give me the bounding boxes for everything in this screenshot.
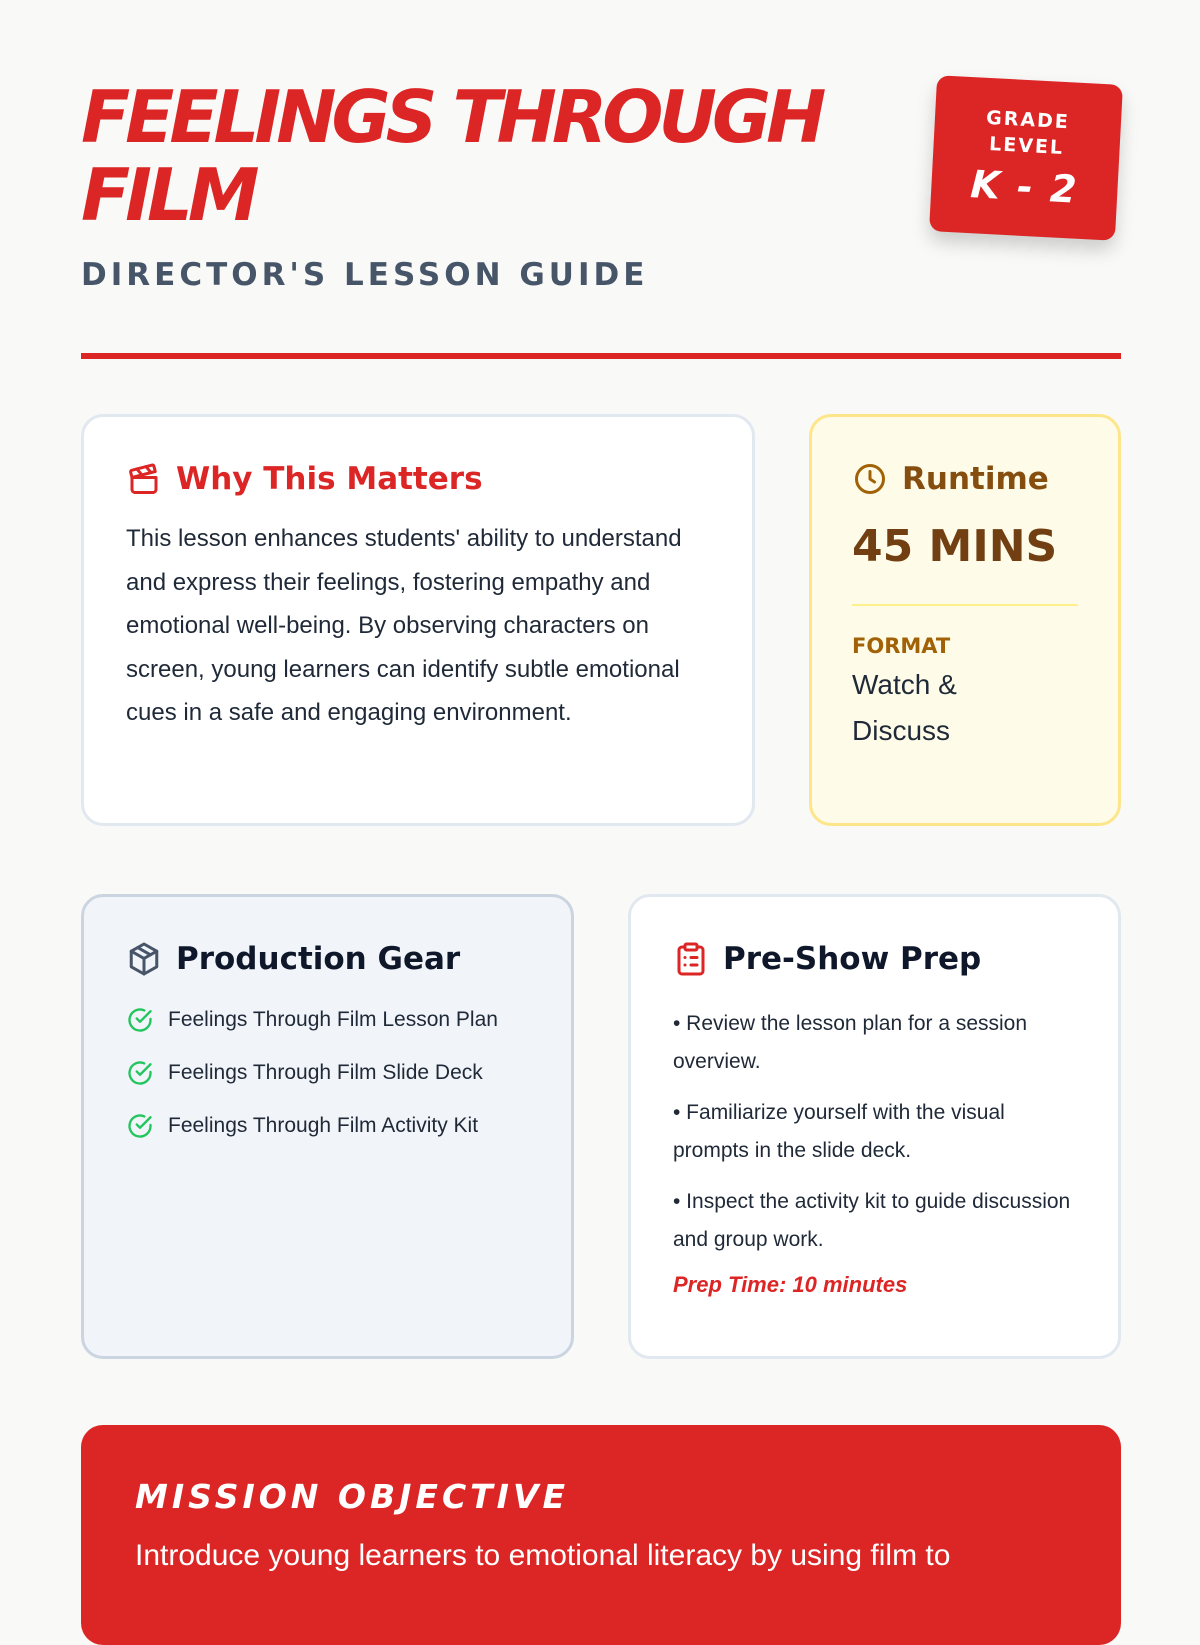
header-divider xyxy=(81,353,1121,359)
grade-level-badge xyxy=(929,75,1123,241)
prep-list-item: • Review the lesson plan for a session overview. xyxy=(673,1012,1028,1073)
gear-card-title: Production Gear xyxy=(176,941,461,977)
clipboard-icon xyxy=(673,941,709,977)
runtime-card-title: Runtime xyxy=(902,461,1049,497)
grade-level-value: K - 2 xyxy=(969,162,1080,212)
prep-list-item: • Familiarize yourself with the visual prompts in the slide deck. xyxy=(673,1101,1005,1162)
mission-body: Introduce young learners to emotional literacy by using film to xyxy=(135,1539,951,1572)
check-circle-icon xyxy=(126,1059,154,1087)
mission-title: MISSION OBJECTIVE xyxy=(135,1477,570,1516)
prep-time: Prep Time: 10 minutes xyxy=(673,1272,908,1297)
runtime-card xyxy=(809,414,1121,826)
prep-list xyxy=(673,1005,1078,1259)
prep-list-item: • Inspect the activity kit to guide discussion and group work. xyxy=(673,1190,1071,1251)
gear-item-text: Feelings Through Film Activity Kit xyxy=(168,1114,479,1137)
mission-objective-banner xyxy=(81,1425,1121,1645)
box-icon xyxy=(126,941,162,977)
runtime-divider xyxy=(852,604,1078,606)
format-label: FORMAT xyxy=(852,634,951,658)
gear-list-item xyxy=(126,1003,531,1036)
gear-item-text: Feelings Through Film Slide Deck xyxy=(168,1061,483,1084)
page-title: FEELINGS THROUGH FILM xyxy=(81,75,822,237)
clapperboard-icon xyxy=(126,461,162,497)
gear-card-header xyxy=(126,941,531,977)
page-subtitle: DIRECTOR'S LESSON GUIDE xyxy=(81,257,649,293)
why-card-title: Why This Matters xyxy=(176,461,483,497)
gear-list-item xyxy=(126,1109,531,1142)
why-card-body: This lesson enhances students' ability to understand and express their feelings, fostering empathy and emotional well-being. By observing characters on screen, young learners can identify subtle emotional cues in a safe and engaging environment. xyxy=(126,525,682,726)
gear-item-text: Feelings Through Film Lesson Plan xyxy=(168,1008,498,1031)
header xyxy=(81,0,1121,300)
why-this-matters-card xyxy=(81,414,755,826)
format-value: Watch & Discuss xyxy=(852,669,957,746)
check-circle-icon xyxy=(126,1006,154,1034)
clock-icon xyxy=(852,461,888,497)
gear-list xyxy=(126,1003,531,1142)
lesson-guide-page xyxy=(81,0,1121,1572)
runtime-card-header xyxy=(852,461,1078,497)
gear-list-item xyxy=(126,1056,531,1089)
prep-card-header xyxy=(673,941,1078,977)
pre-show-prep-card xyxy=(628,894,1121,1359)
check-circle-icon xyxy=(126,1112,154,1140)
runtime-value: 45 MINS xyxy=(852,521,1058,572)
prep-card-title: Pre-Show Prep xyxy=(723,941,982,977)
grade-level-label: GRADE LEVEL xyxy=(985,106,1071,159)
why-card-header xyxy=(126,461,712,497)
production-gear-card xyxy=(81,894,574,1359)
